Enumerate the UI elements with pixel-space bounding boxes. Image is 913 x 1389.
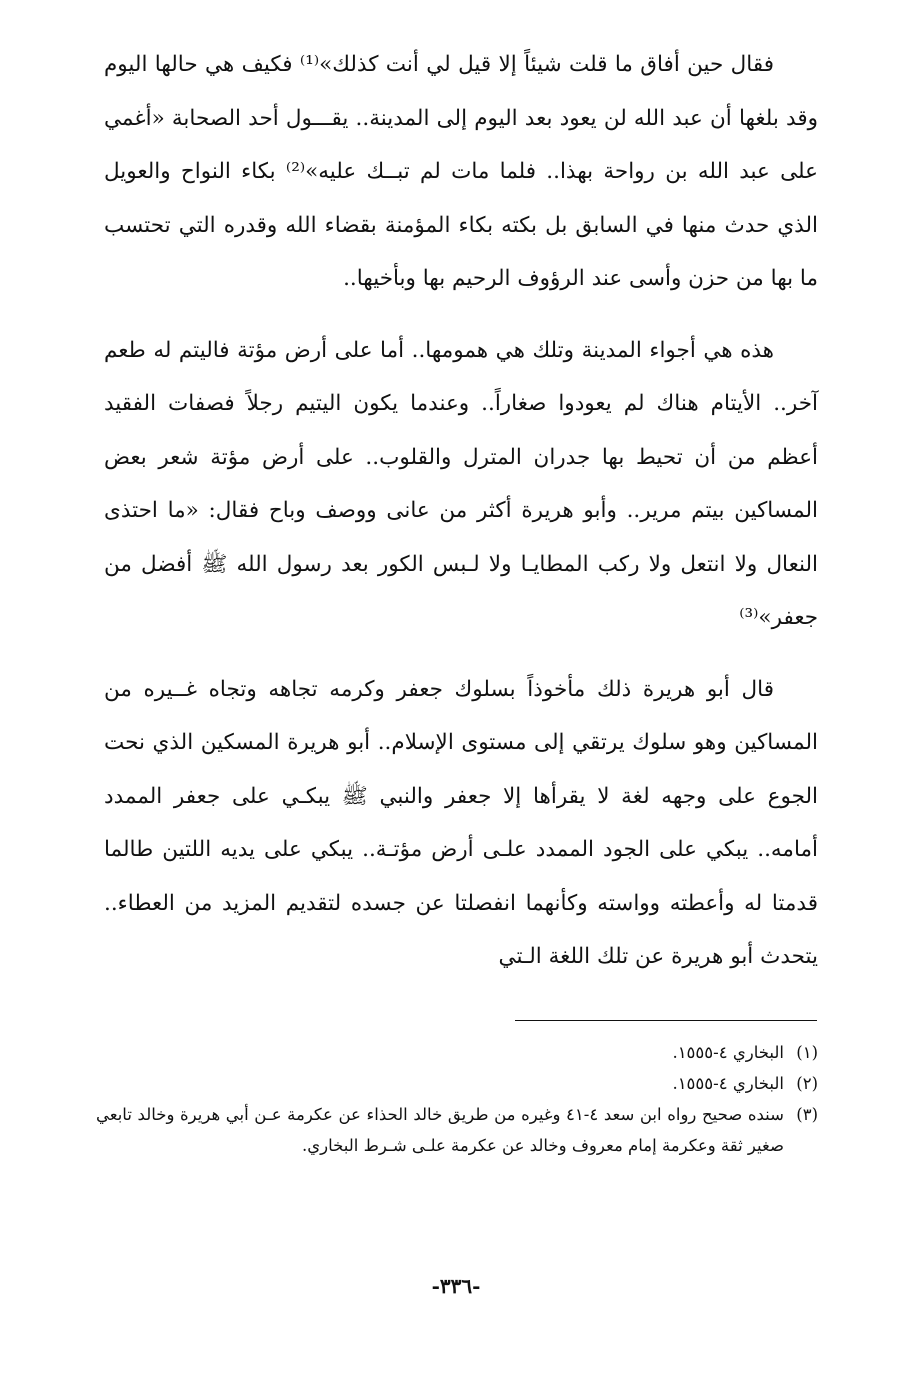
footnote-text: البخاري ٤-١٥٥٥.	[672, 1074, 784, 1093]
main-text	[104, 38, 818, 984]
footnote-text: سنده صحيح رواه ابن سعد ٤-٤١ وغيره من طريق خالد الحذاء عن عكرمة عـن أبي هريرة وخالد تابعي صغير ثقة وعكرمة إمام معروف وخالد عن عكرمة علـى شـرط البخاري.	[96, 1105, 784, 1155]
footnote-separator	[515, 1020, 817, 1021]
footnotes	[96, 1037, 818, 1161]
footnote-number: (٣)	[796, 1105, 818, 1124]
footnote-1	[96, 1037, 818, 1068]
paragraph: فقال حين أفاق ما قلت شيئاً إلا قيل لي أنت كذلك»⁽¹⁾ فكيف هي حالها اليوم وقد بلغها أن عبد الله لن يعود بعد اليوم إلى المدينة.. يقـــول أحد الصحابة «أغمي على عبد الله بن رواحة بهذا.. فلما مات لم تبــك عليه»⁽²⁾ بكاء النواح والعويل الذي حدث منها في السابق بل بكته بكاء المؤمنة بقضاء الله وقدره التي تحتسب ما بها من حزن وأسى عند الرؤوف الرحيم بها وبأخيها..	[104, 52, 818, 291]
footnote-number: (٢)	[796, 1074, 818, 1093]
footnote-text: البخاري ٤-١٥٥٥.	[672, 1043, 784, 1062]
footnote-2	[96, 1068, 818, 1099]
page-number: -٣٣٦-	[431, 1274, 481, 1298]
footnote-3	[96, 1099, 818, 1161]
paragraph: قال أبو هريرة ذلك مأخوذاً بسلوك جعفر وكرمه تجاهه وتجاه غــيره من المساكين وهو سلوك يرتقي إلى مستوى الإسلام.. أبو هريرة المسكين الذي نحت الجوع على وجهه لغة لا يقرأها إلا جعفر والنبي ﷺ يبكـي على جعفر الممدد أمامه.. يبكي على الجود الممدد علـى أرض مؤتـة.. يبكي على يديه اللتين طالما قدمتا له وأعطته وواسته وكأنهما انفصلتا عن جسده لتقديم المزيد من العطاء.. يتحدث أبو هريرة عن تلك اللغة الـتي	[104, 676, 818, 969]
footnote-number: (١)	[796, 1043, 818, 1062]
paragraph: هذه هي أجواء المدينة وتلك هي همومها.. أما على أرض مؤتة فاليتم له طعم آخر.. الأيتام هناك لم يعودوا صغاراً.. وعندما يكون اليتيم رجلاً فصفات الفقيد أعظم من أن تحيط بها جدران المترل والقلوب.. على أرض مؤتة شعر بعض المساكين بيتم مرير.. وأبو هريرة أكثر من عانى ووصف وباح فقال: «ما احتذى النعال ولا انتعل ولا ركب المطايـا ولا لـبس الكور بعد رسول الله ﷺ أفضل من جعفر»⁽³⁾	[104, 337, 818, 630]
